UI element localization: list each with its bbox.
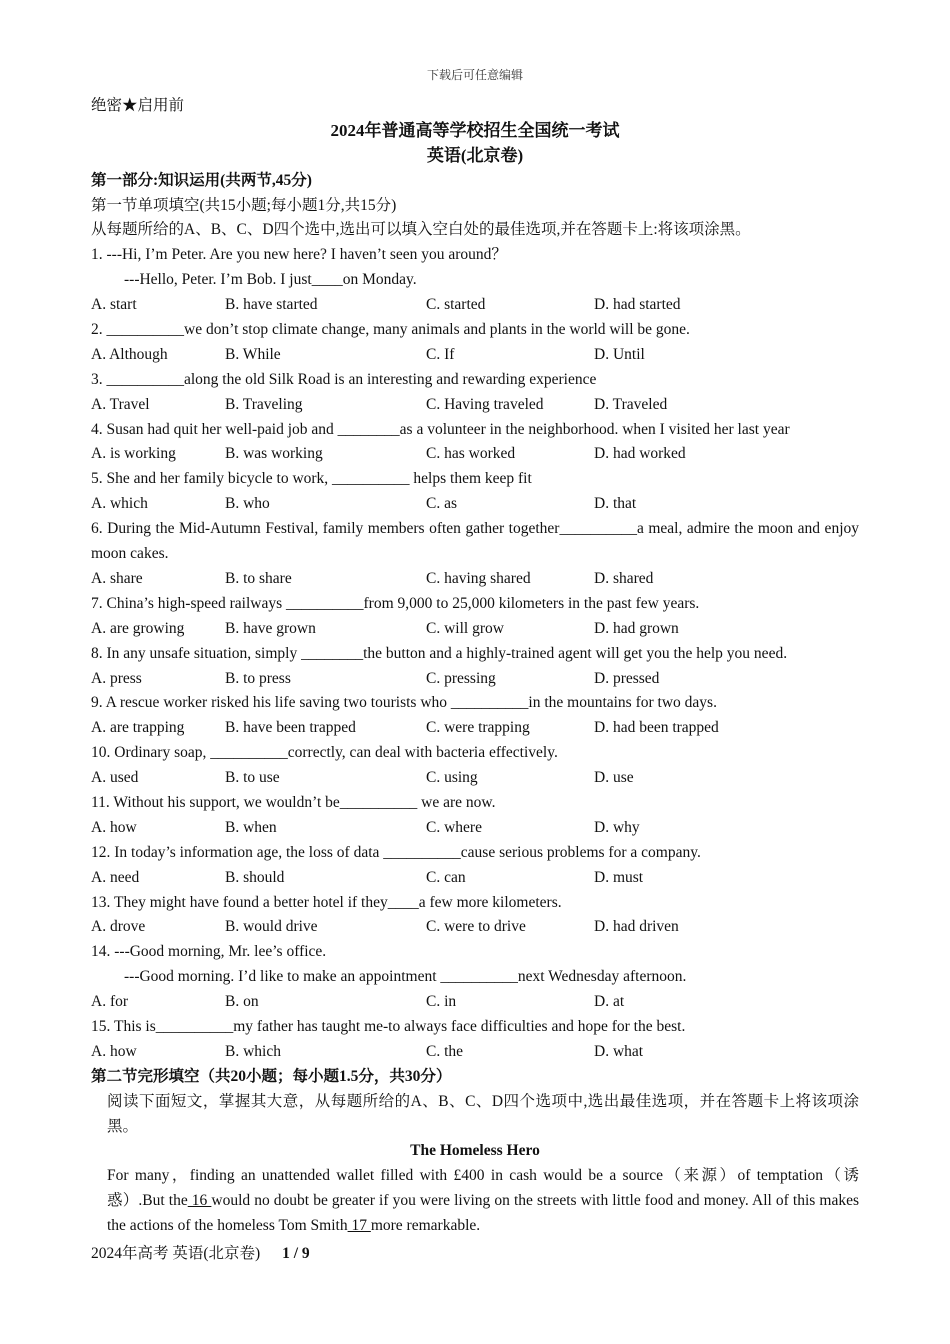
option-b: B. would drive: [225, 918, 318, 936]
question-text: 9. A rescue worker risked his life saving two tourists who __________in the mountains for two days.: [91, 694, 717, 712]
question-text: 1. ---Hi, I’m Peter. Are you new here? I haven’t seen you around？: [91, 246, 507, 264]
options: [91, 1040, 859, 1065]
question-5: [91, 467, 859, 517]
options: [91, 667, 859, 692]
option-a: A. which: [91, 495, 148, 513]
question-10: [91, 741, 859, 791]
option-d: D. shared: [594, 569, 654, 587]
option-a: A. start: [91, 296, 137, 314]
question-4: [91, 418, 859, 468]
option-a: A. share: [91, 569, 143, 587]
blank-17: 17: [347, 1217, 371, 1235]
option-d: D. had driven: [594, 918, 679, 936]
option-a: A. Travel: [91, 395, 150, 413]
option-d: D. pressed: [594, 669, 660, 687]
option-b: B. to share: [225, 569, 292, 587]
watermark: 下载后可任意编辑: [426, 68, 523, 82]
question-3: [91, 368, 859, 418]
options: [91, 915, 859, 940]
page-number: 1 / 9: [282, 1245, 310, 1262]
options: [91, 343, 859, 368]
option-d: D. had started: [594, 296, 681, 314]
option-d: D. use: [594, 769, 634, 787]
exam-subtitle: 英语(北京卷): [426, 145, 524, 165]
option-a: A. for: [91, 993, 129, 1011]
question-list: [91, 243, 859, 1064]
option-a: A. press: [91, 669, 142, 687]
question-text: 4. Susan had quit her well-paid job and ________as a volunteer in the neighborhood. when I visited her last year: [91, 420, 790, 438]
question-text: 14. ---Good morning, Mr. lee’s office.: [91, 943, 327, 961]
question-12: [91, 841, 859, 891]
option-c: C. using: [426, 769, 478, 787]
question-text-cont: ---Hello, Peter. I’m Bob. I just____on Monday.: [124, 271, 417, 289]
option-c: C. the: [426, 1042, 464, 1060]
option-d: D. what: [594, 1042, 644, 1060]
option-c: C. will grow: [426, 619, 504, 637]
option-c: C. having shared: [426, 569, 531, 587]
option-b: B. which: [225, 1042, 281, 1060]
passage-title: The Homeless Hero: [410, 1142, 540, 1160]
question-text: 13. They might have found a better hotel if they____a few more kilometers.: [91, 893, 562, 911]
option-b: B. was working: [225, 445, 323, 463]
page-footer: [91, 1241, 310, 1267]
question-text-cont: ---Good morning. I’d like to make an appointment __________next Wednesday afternoon.: [124, 968, 687, 986]
question-text: 12. In today’s information age, the loss of data __________cause serious problems for a company.: [91, 843, 701, 861]
option-b: B. to use: [225, 769, 280, 787]
part-heading: 第一部分:知识运用(共两节,45分): [91, 171, 312, 189]
option-c: C. If: [426, 345, 455, 363]
question-text: 6. During the Mid-Autumn Festival, family members often gather together__________a meal, admire the moon and enjoy moon cakes.: [91, 520, 859, 563]
option-c: C. where: [426, 818, 482, 836]
option-d: D. that: [594, 495, 637, 513]
exam-page: [91, 94, 859, 1239]
options: [91, 293, 859, 318]
option-d: D. why: [594, 818, 640, 836]
option-c: C. has worked: [426, 445, 516, 463]
question-7: [91, 592, 859, 642]
option-d: D. had grown: [594, 619, 679, 637]
question-8: [91, 642, 859, 692]
question-9: [91, 691, 859, 741]
question-14: [91, 940, 859, 1015]
secret-label: 绝密★启用前: [91, 97, 185, 114]
options: [91, 492, 859, 517]
question-text: 5. She and her family bicycle to work, __________ helps them keep fit: [91, 470, 532, 488]
passage-paragraph: [91, 1164, 859, 1239]
options: [91, 617, 859, 642]
option-b: B. have been trapped: [225, 719, 356, 737]
option-a: A. used: [91, 769, 139, 787]
question-text: 2. __________we don’t stop climate change, many animals and plants in the world will be gone.: [91, 321, 690, 339]
question-text: 15. This is__________my father has taught me-to always face difficulties and hope for the best.: [91, 1017, 686, 1035]
options: [91, 766, 859, 791]
option-b: B. on: [225, 993, 259, 1011]
option-b: B. While: [225, 345, 281, 363]
option-c: C. were to drive: [426, 918, 526, 936]
question-13: [91, 891, 859, 941]
question-text: 10. Ordinary soap, __________correctly, can deal with bacteria effectively.: [91, 744, 558, 762]
option-d: D. had worked: [594, 445, 686, 463]
question-1: [91, 243, 859, 318]
question-15: [91, 1015, 859, 1065]
option-c: C. Having traveled: [426, 395, 544, 413]
blank-16: 16: [187, 1192, 212, 1210]
question-6: [91, 517, 859, 592]
option-d: D. Until: [594, 345, 645, 363]
option-c: C. started: [426, 296, 486, 314]
section-2-instructions: 阅读下面短文，掌握其大意，从每题所给的A、B、C、D四个选项中,选出最佳选项，并在答题卡上将该项涂黑。: [107, 1092, 859, 1135]
option-b: B. when: [225, 818, 277, 836]
options: [91, 442, 859, 467]
option-a: A. how: [91, 1042, 137, 1060]
options: [91, 393, 859, 418]
section-2-heading: 第二节完形填空（共20小题；每小题1.5分，共30分）: [91, 1067, 452, 1085]
option-b: B. have started: [225, 296, 318, 314]
options: [91, 866, 859, 891]
option-d: D. at: [594, 993, 625, 1011]
option-d: D. must: [594, 868, 644, 886]
option-d: D. had been trapped: [594, 719, 719, 737]
footer-label: 2024年高考 英语(北京卷): [91, 1245, 261, 1262]
option-c: C. were trapping: [426, 719, 530, 737]
question-text: 7. China’s high-speed railways __________from 9,000 to 25,000 kilometers in the past few years.: [91, 594, 700, 612]
question-text: 11. Without his support, we wouldn’t be__________ we are now.: [91, 793, 496, 811]
option-b: B. to press: [225, 669, 291, 687]
option-a: A. is working: [91, 445, 176, 463]
option-a: A. how: [91, 818, 137, 836]
option-d: D. Traveled: [594, 395, 668, 413]
section-heading: 第一节单项填空(共15小题;每小题1分,共15分): [91, 196, 397, 214]
option-c: C. can: [426, 868, 466, 886]
question-2: [91, 318, 859, 368]
question-11: [91, 791, 859, 841]
passage-text: would no doubt be greater if you were living on the streets with little food and money. All of this makes the actions of the homeless Tom Smith: [107, 1192, 859, 1235]
option-a: A. are growing: [91, 619, 185, 637]
option-b: B. Traveling: [225, 395, 303, 413]
exam-title: 2024年普通高等学校招生全国统一考试: [330, 120, 620, 140]
option-a: A. drove: [91, 918, 146, 936]
question-text: 8. In any unsafe situation, simply ________the button and a highly-trained agent will get you the help you need.: [91, 644, 788, 662]
passage-text: more remarkable.: [370, 1217, 481, 1235]
option-c: C. pressing: [426, 669, 496, 687]
options: [91, 816, 859, 841]
option-c: C. as: [426, 495, 457, 513]
option-a: A. Although: [91, 345, 168, 363]
option-b: B. should: [225, 868, 285, 886]
option-a: A. are trapping: [91, 719, 185, 737]
question-text: 3. __________along the old Silk Road is an interesting and rewarding experience: [91, 370, 597, 388]
option-a: A. need: [91, 868, 140, 886]
option-c: C. in: [426, 993, 457, 1011]
options: [91, 567, 859, 592]
instructions: 从每题所给的A、B、C、D四个选中,选出可以填入空白处的最佳选项,并在答题卡上:将该项涂黑。: [91, 221, 751, 239]
options: [91, 716, 859, 741]
option-b: B. have grown: [225, 619, 316, 637]
option-b: B. who: [225, 495, 270, 513]
passage-text: For many，finding an unattended wallet filled with £400 in cash would be a source（来源）of temptation（诱惑）.But the: [107, 1167, 859, 1210]
options: [91, 990, 859, 1015]
